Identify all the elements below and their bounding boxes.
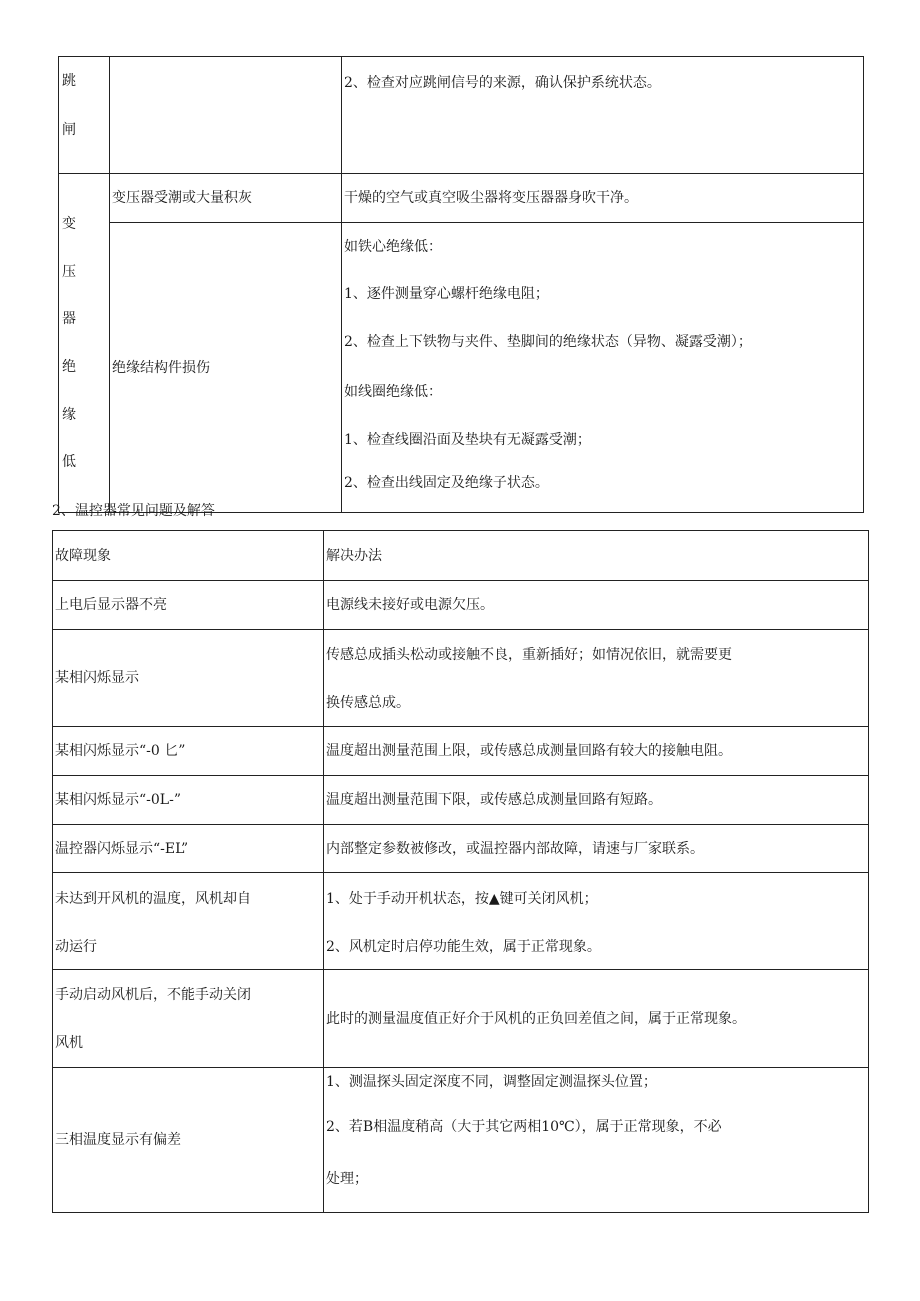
cause-cell — [110, 57, 342, 174]
transformer-fault-table — [58, 56, 864, 513]
category-cell-trip — [59, 57, 110, 174]
fault-cell — [53, 873, 324, 970]
solution-line: 换传感总成。 — [326, 695, 410, 711]
fault-cell: 某相闪烁显示“-0L-” — [53, 776, 324, 825]
table-row — [53, 776, 869, 825]
cause-cell: 变压器受潮或大量积灰 — [110, 174, 342, 223]
solution-line: 1、逐件测量穿心螺杆绝缘电阻； — [344, 286, 549, 302]
section-heading: 2、温控器常见问题及解答 — [52, 503, 215, 519]
solution-cell — [324, 1068, 869, 1213]
solution-line: 1、测温探头固定深度不同，调整固定测温探头位置； — [326, 1074, 657, 1090]
table-row — [59, 57, 864, 174]
solution-cell — [324, 873, 869, 970]
fault-line: 未达到开风机的温度，风机却自 — [55, 891, 251, 907]
fault-cell: 三相温度显示有偏差 — [53, 1068, 324, 1213]
solution-line: 2、风机定时启停功能生效，属于正常现象。 — [326, 939, 601, 955]
solution-cell: 干燥的空气或真空吸尘器将变压器器身吹干净。 — [342, 174, 864, 223]
solution-cell: 电源线未接好或电源欠压。 — [324, 581, 869, 630]
fault-line: 动运行 — [55, 939, 97, 955]
solution-line: 2、检查上下铁物与夹件、垫脚间的绝缘状态（异物、凝露受潮）； — [344, 334, 752, 350]
solution-cell: 温度超出测量范围下限，或传感总成测量回路有短路。 — [324, 776, 869, 825]
solution-cell: 此时的测量温度值正好介于风机的正负回差值之间，属于正常现象。 — [324, 970, 869, 1068]
table-row — [53, 630, 869, 727]
fault-line: 手动启动风机后，不能手动关闭 — [55, 987, 251, 1003]
table-row — [53, 970, 869, 1068]
category-char: 低 — [62, 454, 76, 470]
table-row — [59, 223, 864, 513]
category-char: 缘 — [62, 407, 76, 423]
category-char: 变 — [62, 216, 76, 232]
table-row — [53, 727, 869, 776]
solution-line: 2、若B相温度稍高（大于其它两相10℃），属于正常现象，不必 — [326, 1119, 722, 1135]
solution-cell: 内部整定参数被修改，或温控器内部故障，请速与厂家联系。 — [324, 825, 869, 873]
fault-cell: 上电后显示器不亮 — [53, 581, 324, 630]
solution-line: 处理； — [326, 1171, 368, 1187]
solution-cell — [324, 630, 869, 727]
thermostat-faq-table — [52, 530, 869, 1213]
column-header-solution: 解决办法 — [324, 531, 869, 581]
solution-cell — [342, 223, 864, 513]
solution-line: 传感总成插头松动或接触不良，重新插好；如情况依旧，就需要更 — [326, 647, 732, 663]
fault-cell: 温控器闪烁显示“-EL” — [53, 825, 324, 873]
table-header-row — [53, 531, 869, 581]
table-row — [53, 873, 869, 970]
category-char: 闸 — [62, 122, 76, 138]
solution-line: 2、检查出线固定及绝缘子状态。 — [344, 475, 549, 491]
category-cell-insulation — [59, 174, 110, 513]
fault-cell: 某相闪烁显示“-0 匕” — [53, 727, 324, 776]
fault-line: 风机 — [55, 1035, 83, 1051]
solution-line: 1、检查线圈沿面及垫块有无凝露受潮； — [344, 432, 591, 448]
solution-line: 如线圈绝缘低： — [344, 384, 442, 400]
table-row — [59, 174, 864, 223]
cause-cell: 绝缘结构件损伤 — [110, 223, 342, 513]
table-row — [53, 1068, 869, 1213]
column-header-fault: 故障现象 — [53, 531, 324, 581]
solution-line: 如铁心绝缘低： — [344, 239, 442, 255]
solution-line: 1、处于手动开机状态，按▲键可关闭风机； — [326, 891, 598, 907]
fault-cell — [53, 970, 324, 1068]
solution-cell: 2、检查对应跳闸信号的来源，确认保护系统状态。 — [342, 57, 864, 174]
solution-cell: 温度超出测量范围上限，或传感总成测量回路有较大的接触电阻。 — [324, 727, 869, 776]
category-char: 压 — [62, 264, 76, 280]
category-char: 器 — [62, 311, 76, 327]
table-row — [53, 825, 869, 873]
fault-cell: 某相闪烁显示 — [53, 630, 324, 727]
table-row — [53, 581, 869, 630]
category-char: 绝 — [62, 359, 76, 375]
category-char: 跳 — [62, 73, 76, 89]
